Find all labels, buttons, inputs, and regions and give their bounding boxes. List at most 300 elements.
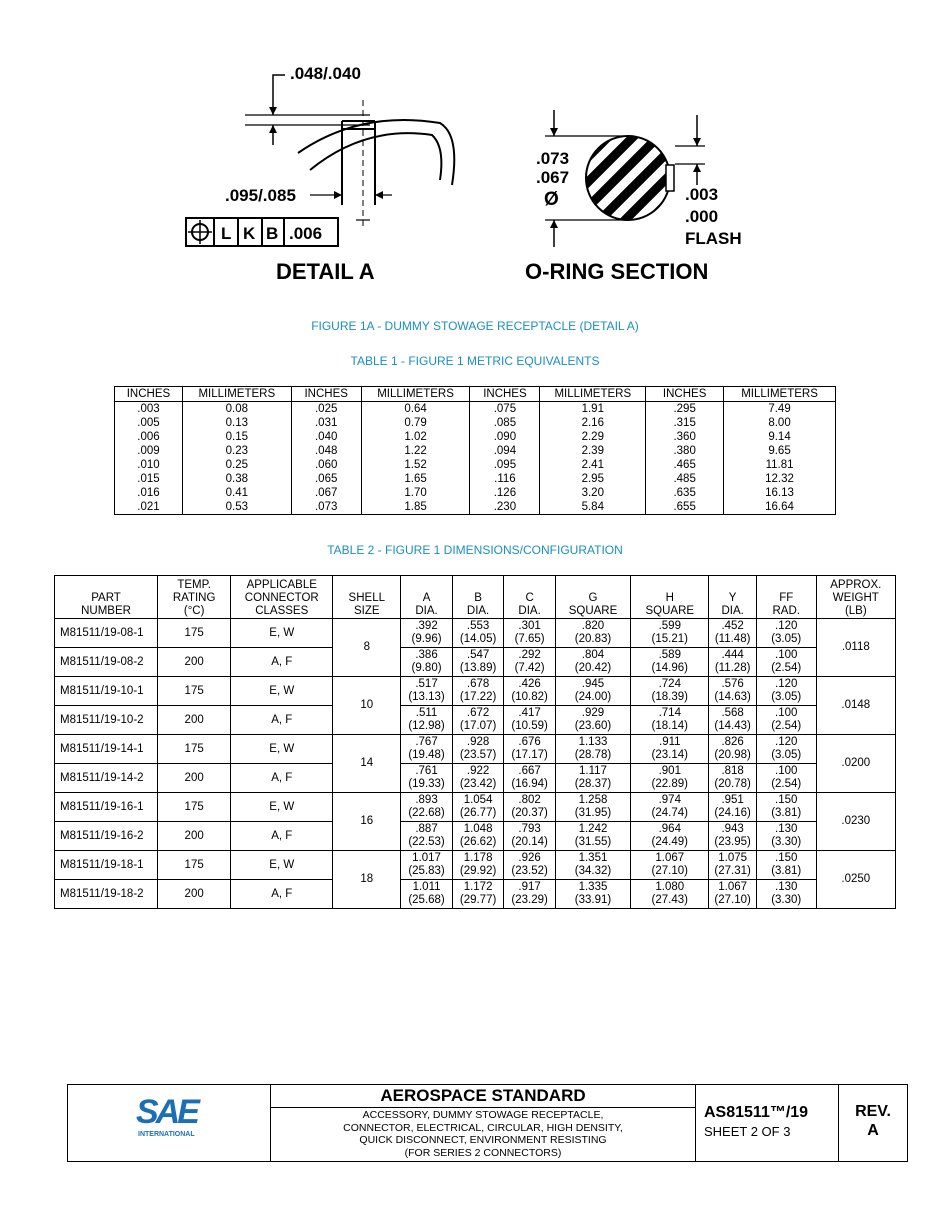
dimension-cell [631, 764, 709, 793]
table-cell: 1.65 [361, 472, 470, 486]
dimension-cell [401, 793, 453, 822]
dimension-inches: .911 [659, 736, 681, 748]
dimension-inches: 1.335 [578, 881, 608, 893]
dimension-mm: (11.28) [714, 662, 751, 674]
dimension-cell [401, 706, 453, 735]
dimension-inches: .964 [658, 823, 681, 835]
desc-line: QUICK DISCONNECT, ENVIRONMENT RESISTING [359, 1134, 607, 1146]
dimension-inches: .130 [775, 881, 798, 893]
dimension-mm: (19.33) [408, 778, 445, 790]
connector-classes: E, W [231, 793, 333, 822]
dimension-mm: (10.82) [511, 691, 548, 703]
table-cell: 0.25 [182, 458, 291, 472]
dimension-mm: (20.78) [714, 778, 751, 790]
dimension-inches: 1.067 [655, 852, 685, 864]
dimension-cell [709, 735, 756, 764]
dimension-cell [631, 648, 709, 677]
table-cell: 7.49 [724, 402, 836, 417]
dimension-cell [452, 648, 504, 677]
table-cell: 5.84 [540, 500, 646, 515]
dimension-inches: .417 [518, 707, 541, 719]
column-header [333, 576, 401, 619]
dimension-cell [709, 619, 756, 648]
dimension-mm: (25.83) [408, 865, 445, 877]
table-cell: 2.16 [540, 416, 646, 430]
table-cell: .360 [646, 430, 724, 444]
dimension-mm: (23.29) [511, 894, 548, 906]
approx-weight: .0250 [816, 851, 895, 909]
dimension-cell [756, 880, 816, 909]
dimension-mm: (15.21) [651, 633, 688, 645]
header-line: DIA. [466, 605, 490, 617]
dimension-inches: .901 [658, 765, 681, 777]
document-number: AS81511™/19 [704, 1104, 809, 1121]
dimension-mm: (13.13) [408, 691, 445, 703]
table-cell: 2.95 [540, 472, 646, 486]
dimension-inches: 1.011 [412, 881, 441, 893]
dimension-mm: (34.32) [574, 865, 612, 877]
dimension-inches: 1.172 [463, 881, 493, 893]
fcf-letter-k: K [243, 224, 256, 243]
sheet-number: SHEET 2 OF 3 [704, 1124, 791, 1139]
dimension-cell [401, 764, 453, 793]
connector-classes: E, W [231, 619, 333, 648]
temp-rating: 175 [158, 851, 231, 880]
dimension-mm: (20.98) [714, 749, 751, 761]
dimension-mm: (23.42) [459, 778, 497, 790]
header-line: TEMP. [177, 579, 211, 591]
dimension-cell [631, 851, 709, 880]
dimension-mm: (28.78) [574, 749, 612, 761]
temp-rating: 200 [158, 706, 231, 735]
header-line: SQUARE [645, 605, 695, 617]
header-line: FF [779, 592, 794, 604]
header-line: CONNECTOR [244, 592, 319, 604]
dimension-inches: .386 [415, 649, 438, 661]
dimension-cell [709, 677, 756, 706]
table-cell: .295 [646, 402, 724, 417]
desc-line: (FOR SERIES 2 CONNECTORS) [404, 1146, 562, 1159]
dimension-mm: (3.30) [771, 894, 802, 906]
standard-description [271, 1108, 695, 1159]
dimension-cell [555, 648, 630, 677]
dimension-inches: .426 [518, 678, 541, 690]
table-row [115, 486, 836, 500]
column-header [231, 576, 333, 619]
part-number: M81511/19-08-1 [55, 619, 158, 648]
table-cell: 9.65 [724, 444, 836, 458]
dimension-cell [401, 735, 453, 764]
column-header: MILLIMETERS [724, 387, 836, 402]
dimension-cell [504, 706, 556, 735]
table-cell: .315 [646, 416, 724, 430]
dimension-inches: .589 [658, 649, 681, 661]
table-cell: .021 [115, 500, 183, 515]
oring-section-label: O-RING SECTION [525, 259, 709, 284]
dimension-inches: .928 [466, 736, 490, 748]
table-cell: .040 [291, 430, 361, 444]
table-cell: 1.85 [361, 500, 470, 515]
dimension-inches: .392 [415, 620, 438, 632]
dimension-mm: (14.05) [459, 633, 497, 645]
table-cell: .073 [291, 500, 361, 515]
dimension-cell [555, 822, 630, 851]
dimension-cell [631, 880, 709, 909]
table-cell: 1.02 [361, 430, 470, 444]
dimension-mm: (7.65) [514, 633, 545, 645]
oring-dia-top: .073 [536, 149, 570, 168]
dimension-cell [756, 764, 816, 793]
dimension-inches: .761 [415, 765, 438, 777]
dimension-inches: .517 [415, 678, 438, 690]
table-cell: .060 [291, 458, 361, 472]
approx-weight: .0200 [816, 735, 895, 793]
dimension-cell [504, 648, 556, 677]
table-cell: 1.91 [540, 402, 646, 417]
dimension-cell [709, 822, 756, 851]
dimension-inches: .945 [581, 678, 605, 690]
table-row [55, 706, 896, 735]
table-cell: .380 [646, 444, 724, 458]
table-cell: 0.13 [182, 416, 291, 430]
shell-size: 10 [333, 677, 401, 735]
table-cell: 0.41 [182, 486, 291, 500]
dimension-cell [504, 851, 556, 880]
table-row [115, 402, 836, 417]
dimension-mm: (29.77) [459, 894, 497, 906]
dimension-inches: .301 [518, 620, 541, 632]
dimension-inches: .917 [518, 881, 541, 893]
dimension-mm: (22.68) [408, 807, 445, 819]
dimension-cell [709, 880, 756, 909]
column-header [504, 576, 556, 619]
dimension-inches: 1.178 [463, 852, 493, 864]
column-header: MILLIMETERS [182, 387, 291, 402]
dimension-mm: (14.63) [714, 691, 751, 703]
header-line: APPLICABLE [246, 579, 317, 591]
dimension-inches: .951 [721, 794, 744, 806]
dimension-cell [504, 880, 556, 909]
table-cell: .025 [291, 402, 361, 417]
dimension-cell [401, 822, 453, 851]
dimension-inches: .511 [415, 707, 438, 719]
table-cell: .085 [470, 416, 540, 430]
table-cell: 11.81 [724, 458, 836, 472]
dimension-cell [452, 619, 504, 648]
sae-logo [68, 1085, 271, 1161]
dimension-inches: .444 [721, 649, 744, 661]
dimension-inches: .667 [518, 765, 541, 777]
dimension-inches: 1.351 [578, 852, 608, 864]
temp-rating: 175 [158, 619, 231, 648]
dimension-inches: .802 [518, 794, 541, 806]
detail-a-top-dimension: .048/.040 [290, 64, 361, 83]
table-cell: 9.14 [724, 430, 836, 444]
table-cell: .006 [115, 430, 183, 444]
column-header [756, 576, 816, 619]
table-row [55, 677, 896, 706]
dimension-mm: (23.14) [651, 749, 688, 761]
table-cell: .095 [470, 458, 540, 472]
table-row [55, 735, 896, 764]
dimension-inches: .826 [721, 736, 744, 748]
dimension-inches: .150 [775, 794, 798, 806]
connector-classes: A, F [231, 822, 333, 851]
table-cell: 16.64 [724, 500, 836, 515]
dimension-mm: (20.14) [511, 836, 548, 848]
dimension-inches: .452 [721, 620, 744, 632]
table-row [55, 851, 896, 880]
dimension-mm: (14.96) [651, 662, 688, 674]
table-cell: .031 [291, 416, 361, 430]
table-cell: .010 [115, 458, 183, 472]
table-cell: 0.53 [182, 500, 291, 515]
table-cell: 1.52 [361, 458, 470, 472]
dimension-mm: (23.52) [511, 865, 548, 877]
dimension-cell [452, 822, 504, 851]
dimension-mm: (24.74) [651, 807, 688, 819]
detail-a-label: DETAIL A [276, 259, 375, 284]
dimension-inches: .292 [518, 649, 541, 661]
dimension-inches: .672 [466, 707, 490, 719]
connector-classes: A, F [231, 880, 333, 909]
dimension-mm: (27.31) [714, 865, 751, 877]
dimension-inches: .120 [775, 736, 798, 748]
column-header: MILLIMETERS [540, 387, 646, 402]
dimension-cell [504, 677, 556, 706]
shell-size: 18 [333, 851, 401, 909]
header-line: SQUARE [568, 605, 618, 617]
dimension-inches: .922 [466, 765, 490, 777]
table-cell: .003 [115, 402, 183, 417]
sae-logo-mark: SAE [136, 1093, 197, 1131]
dimension-inches: .804 [581, 649, 605, 661]
dimension-mm: (2.54) [771, 720, 802, 732]
column-header: INCHES [646, 387, 724, 402]
table-cell: 0.64 [361, 402, 470, 417]
column-header [55, 576, 158, 619]
metric-equivalents-table [114, 386, 836, 515]
dimension-inches: 1.133 [578, 736, 608, 748]
sae-logo-sub: INTERNATIONAL [138, 1131, 195, 1138]
dimension-inches: .893 [415, 794, 438, 806]
temp-rating: 175 [158, 735, 231, 764]
dimension-cell [401, 677, 453, 706]
column-header [555, 576, 630, 619]
dimension-mm: (31.95) [574, 807, 612, 819]
dimension-inches: .568 [721, 707, 744, 719]
connector-classes: A, F [231, 764, 333, 793]
table-row [115, 458, 836, 472]
part-number: M81511/19-18-2 [55, 880, 158, 909]
table-cell: .009 [115, 444, 183, 458]
dimension-cell [555, 793, 630, 822]
table-row [55, 793, 896, 822]
dimension-inches: .599 [658, 620, 681, 632]
dimension-inches: .576 [721, 678, 744, 690]
dimensions-table [54, 575, 896, 909]
dimension-inches: .929 [581, 707, 605, 719]
dimension-cell [555, 880, 630, 909]
table-row [55, 648, 896, 677]
dimension-cell [756, 822, 816, 851]
part-number: M81511/19-16-2 [55, 822, 158, 851]
table-cell: 2.29 [540, 430, 646, 444]
dimension-cell [631, 706, 709, 735]
dimension-mm: (17.07) [459, 720, 497, 732]
desc-line: CONNECTOR, ELECTRICAL, CIRCULAR, HIGH DENSITY, [343, 1121, 623, 1134]
dimension-cell [452, 677, 504, 706]
desc-line: ACCESSORY, DUMMY STOWAGE RECEPTACLE, [362, 1109, 604, 1121]
dimension-cell [452, 880, 504, 909]
fcf-letter-l: L [221, 224, 232, 243]
connector-classes: E, W [231, 851, 333, 880]
dimension-inches: .724 [658, 678, 681, 690]
dimension-mm: (3.05) [771, 749, 802, 761]
connector-classes: E, W [231, 735, 333, 764]
column-header: INCHES [291, 387, 361, 402]
header-line: CLASSES [255, 605, 309, 617]
table1-caption: TABLE 1 - FIGURE 1 METRIC EQUIVALENTS [350, 354, 600, 368]
table-cell: .094 [470, 444, 540, 458]
table2-caption: TABLE 2 - FIGURE 1 DIMENSIONS/CONFIGURATION [327, 543, 623, 557]
dimension-mm: (17.22) [459, 691, 497, 703]
dimension-cell [756, 793, 816, 822]
dimension-cell [555, 735, 630, 764]
dimension-inches: .793 [518, 823, 541, 835]
dimension-mm: (13.89) [459, 662, 497, 674]
dimension-inches: .130 [775, 823, 798, 835]
standard-type: AEROSPACE STANDARD [271, 1085, 695, 1108]
table-row [55, 822, 896, 851]
dimension-mm: (9.96) [411, 633, 442, 645]
table-row [55, 880, 896, 909]
dimension-inches: .150 [775, 852, 798, 864]
header-line: PART [91, 592, 121, 604]
temp-rating: 200 [158, 822, 231, 851]
dimension-mm: (3.05) [771, 633, 802, 645]
figure-drawing [170, 55, 770, 290]
dimension-inches: .100 [775, 707, 798, 719]
dimension-mm: (9.80) [411, 662, 442, 674]
dimension-inches: .100 [775, 765, 798, 777]
dimension-cell [631, 735, 709, 764]
table-cell: .048 [291, 444, 361, 458]
dimension-inches: 1.258 [578, 794, 608, 806]
part-number: M81511/19-08-2 [55, 648, 158, 677]
detail-a-drawing [245, 75, 454, 230]
dimension-inches: 1.067 [718, 881, 748, 893]
diameter-symbol-icon: Ø [544, 189, 559, 210]
part-number: M81511/19-14-1 [55, 735, 158, 764]
header-line: G [588, 592, 598, 604]
dimension-inches: 1.054 [463, 794, 493, 806]
dimension-cell [401, 648, 453, 677]
dimension-cell [709, 793, 756, 822]
approx-weight: .0230 [816, 793, 895, 851]
dimension-cell [401, 851, 453, 880]
title-block [67, 1084, 908, 1162]
dimension-cell [756, 851, 816, 880]
table-cell: .485 [646, 472, 724, 486]
table-cell: .075 [470, 402, 540, 417]
fcf-letter-b: B [266, 224, 279, 243]
table-row [115, 472, 836, 486]
dimension-inches: .678 [466, 678, 490, 690]
dimension-cell [709, 648, 756, 677]
dimension-cell [631, 677, 709, 706]
header-line: DIA. [415, 605, 438, 617]
connector-classes: A, F [231, 648, 333, 677]
dimension-mm: (33.91) [574, 894, 612, 906]
dimension-cell [504, 619, 556, 648]
temp-rating: 200 [158, 880, 231, 909]
table-cell: 16.13 [724, 486, 836, 500]
dimension-cell [631, 822, 709, 851]
dimension-mm: (24.00) [574, 691, 612, 703]
column-header [631, 576, 709, 619]
table-cell: .016 [115, 486, 183, 500]
table-cell: 8.00 [724, 416, 836, 430]
dimension-mm: (23.57) [459, 749, 497, 761]
column-header [158, 576, 231, 619]
dimension-inches: 1.017 [412, 852, 441, 864]
part-number: M81511/19-10-1 [55, 677, 158, 706]
dimension-inches: 1.117 [579, 765, 607, 777]
dimension-cell [452, 706, 504, 735]
dimension-mm: (3.05) [771, 691, 802, 703]
dimension-inches: .714 [658, 707, 681, 719]
header-line: DIA. [721, 605, 744, 617]
table-cell: 1.70 [361, 486, 470, 500]
connector-classes: E, W [231, 677, 333, 706]
dimension-inches: .547 [466, 649, 490, 661]
dimension-mm: (3.81) [771, 865, 802, 877]
dimension-mm: (24.49) [651, 836, 688, 848]
dimension-mm: (20.42) [574, 662, 612, 674]
dimension-mm: (27.10) [714, 894, 751, 906]
dimension-inches: .553 [466, 620, 490, 632]
dimension-mm: (20.37) [511, 807, 548, 819]
shell-size: 16 [333, 793, 401, 851]
header-line: H [665, 592, 674, 604]
flash-label: FLASH [685, 229, 742, 248]
detail-a-width-dimension: .095/.085 [225, 186, 296, 205]
table-cell: .465 [646, 458, 724, 472]
dimension-inches: 1.075 [718, 852, 748, 864]
table-cell: 0.08 [182, 402, 291, 417]
header-line: WEIGHT [832, 592, 879, 604]
dimension-mm: (2.54) [771, 778, 802, 790]
dimension-cell [555, 851, 630, 880]
table-cell: 2.39 [540, 444, 646, 458]
dimension-mm: (18.14) [651, 720, 688, 732]
dimension-inches: .820 [581, 620, 605, 632]
header-line: SHELL [348, 592, 385, 604]
dimension-cell [555, 677, 630, 706]
dimension-cell [401, 619, 453, 648]
table-row [115, 444, 836, 458]
dimension-mm: (3.81) [771, 807, 802, 819]
temp-rating: 200 [158, 764, 231, 793]
column-header [816, 576, 895, 619]
header-line: A [422, 592, 431, 604]
dimension-mm: (23.95) [714, 836, 751, 848]
table-cell: .067 [291, 486, 361, 500]
table-row [55, 619, 896, 648]
header-line: SIZE [353, 605, 380, 617]
header-line: (LB) [844, 605, 867, 617]
